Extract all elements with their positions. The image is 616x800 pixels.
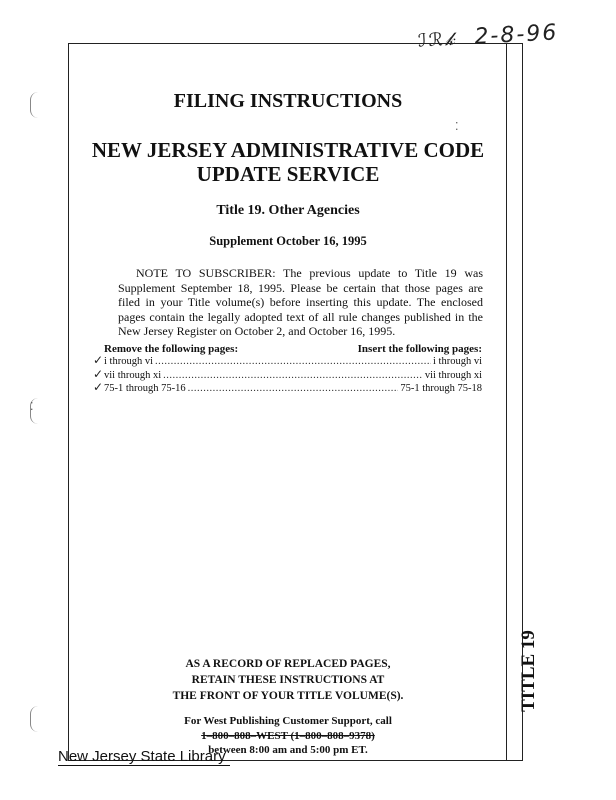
side-tab-label: TITLE 19: [518, 630, 539, 712]
filing-table: [104, 356, 482, 397]
support-line: For West Publishing Customer Support, call: [184, 715, 392, 727]
checkmark-icon: ✓: [93, 367, 104, 381]
title-number: Title 19. Other Agencies: [216, 203, 360, 218]
dot-leader: [155, 356, 431, 367]
remove-header: Remove the following pages:: [104, 343, 239, 355]
dot-leader: [188, 383, 399, 394]
insert-header: Insert the following pages:: [357, 343, 482, 355]
page-title: FILING INSTRUCTIONS: [173, 90, 403, 112]
table-row: [104, 370, 482, 384]
record-line: THE FRONT OF YOUR TITLE VOLUME(S).: [172, 690, 404, 702]
note-to-subscriber: NOTE TO SUBSCRIBER: The previous update to Title 19 was Supplement September 18, 1995. Please be certain that those pages are filed in your Title volume(s) before inserting this update. The enclosed pages contain the legally adopted text of all rule changes published in the New Jersey Register on October 2, and October 16, 1995.: [118, 266, 483, 338]
library-stamp: New Jersey State Library: [58, 748, 230, 766]
record-line: AS A RECORD OF REPLACED PAGES,: [185, 658, 391, 670]
table-row: [104, 356, 482, 370]
insert-pages: i through vi: [433, 356, 482, 367]
insert-pages: 75-1 through 75-18: [400, 383, 482, 394]
code-title: NEW JERSEY ADMINISTRATIVE CODE UPDATE SERVICE: [91, 138, 485, 186]
scan-speck: ⁚: [30, 400, 34, 413]
table-row: [104, 383, 482, 397]
support-hours: between 8:00 am and 5:00 pm ET.: [208, 744, 368, 756]
supplement-date: Supplement October 16, 1995: [209, 234, 367, 248]
dot-leader: [163, 370, 423, 381]
checkmark-icon: ✓: [93, 380, 104, 394]
scan-speck: ⁚: [455, 120, 459, 133]
record-line: RETAIN THESE INSTRUCTIONS AT: [191, 674, 385, 686]
punch-hole: [30, 706, 43, 732]
remove-pages: 75-1 through 75-16: [104, 383, 186, 394]
checkmark-icon: ✓: [93, 353, 104, 367]
punch-hole: [30, 92, 43, 118]
handwritten-initials-date: ℐℛ𝓀 2-8-96: [417, 20, 559, 52]
filing-table-header: [104, 343, 482, 355]
support-phone: 1–800–808–WEST (1–800–808–9378): [201, 729, 375, 742]
remove-pages: i through vi: [104, 356, 153, 367]
remove-pages: vii through xi: [104, 369, 162, 381]
title-side-tab: [505, 616, 553, 726]
insert-pages: vii through xi: [424, 369, 482, 381]
record-instructions: [68, 656, 508, 704]
